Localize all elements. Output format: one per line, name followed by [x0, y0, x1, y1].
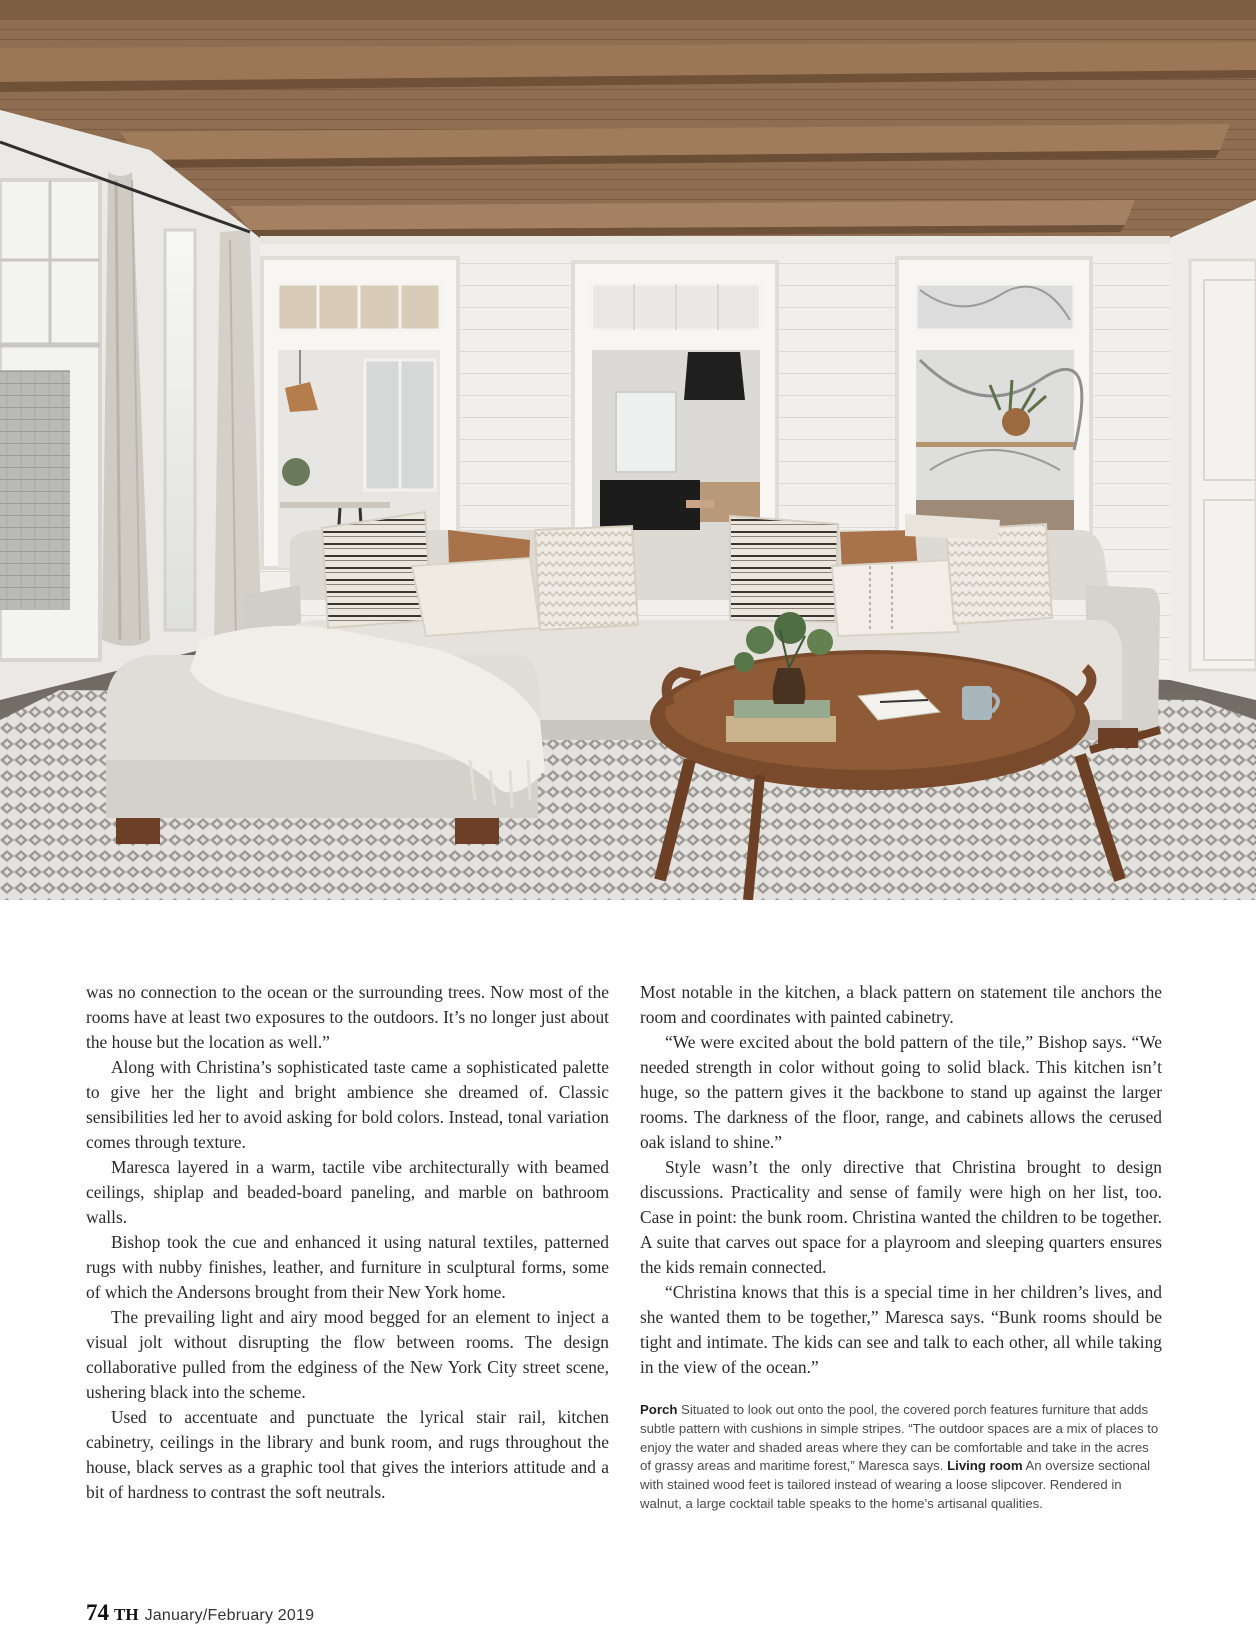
page-footer — [86, 1600, 314, 1630]
page-number: 74 — [86, 1600, 109, 1625]
caption-label-porch: Porch — [640, 1402, 678, 1417]
paragraph: The prevailing light and airy mood begged for an element to inject a visual jolt without disrupting the flow between rooms. The design collaborative pulled from the edginess of the New York City street scene, ushering black into the scheme. — [86, 1307, 609, 1402]
paragraph: was no connection to the ocean or the surrounding trees. Now most of the rooms have at least two exposures to the outdoors. It’s no longer just about the house but the location as well.” — [86, 982, 609, 1052]
issue-date: January/February 2019 — [144, 1607, 315, 1624]
body-text-left-column — [86, 980, 609, 1505]
photo-caption — [640, 1401, 1162, 1514]
caption-text-living-room: An oversize sectional with stained wood feet is tailored instead of wearing a loose slipcover. Rendered in walnut, a large cocktail table speaks to the home’s artisanal qualities. — [640, 1458, 1151, 1511]
paragraph: Maresca layered in a warm, tactile vibe architecturally with beamed ceilings, shiplap and beaded-board paneling, and marble on bathroom walls. — [86, 1157, 609, 1227]
paragraph: Most notable in the kitchen, a black pattern on statement tile anchors the room and coordinates with painted cabinetry. — [640, 982, 1162, 1027]
caption-text-porch: Situated to look out onto the pool, the covered porch features furniture that adds subtle pattern with cushions in simple stripes. “The outdoor spaces are a mix of places to enjoy the water and shaded areas where they can be comfortable and take in the acres of grassy areas and maritime forest,” Maresca says. — [640, 1402, 1159, 1474]
paragraph: Style wasn’t the only directive that Christina brought to design discussions. Practicality and sense of family were high on her list, too. Case in point: the bunk room. Christina wanted the children to be together. A suite that carves out space for a playroom and sleeping quarters ensures the kids remain connected. — [640, 1157, 1162, 1277]
paragraph: Along with Christina’s sophisticated taste came a sophisticated palette to give her the light and bright ambience she dreamed of. Classic sensibilities led her to avoid asking for bold colors. Instead, tonal variation comes through texture. — [86, 1057, 609, 1152]
paragraph: “We were excited about the bold pattern of the tile,” Bishop says. “We needed strength in color without going to solid black. This kitchen isn’t huge, so the pattern gives it the backbone to stand up against the larger rooms. The darkness of the floor, range, and cabinets allows the cerused oak island to shine.” — [640, 1032, 1162, 1152]
body-text-right-column — [640, 980, 1162, 1380]
magazine-logo: TH — [114, 1605, 139, 1624]
paragraph: Used to accentuate and punctuate the lyrical stair rail, kitchen cabinetry, ceilings in the library and bunk room, and rugs throughout the house, black serves as a graphic tool that gives the interiors attitude and a bit of hardness to contrast the soft neutrals. — [86, 1407, 609, 1502]
caption-label-living-room: Living room — [947, 1458, 1023, 1474]
paragraph: “Christina knows that this is a special time in her children’s lives, and she wanted them to be together,” Maresca says. “Bunk rooms should be tight and intimate. The kids can see and talk to each other, all while taking in the view of the ocean.” — [640, 1282, 1162, 1377]
paragraph: Bishop took the cue and enhanced it using natural textiles, patterned rugs with nubby finishes, leather, and furniture in sculptural forms, some of which the Andersons brought from their New York home. — [86, 1232, 609, 1302]
